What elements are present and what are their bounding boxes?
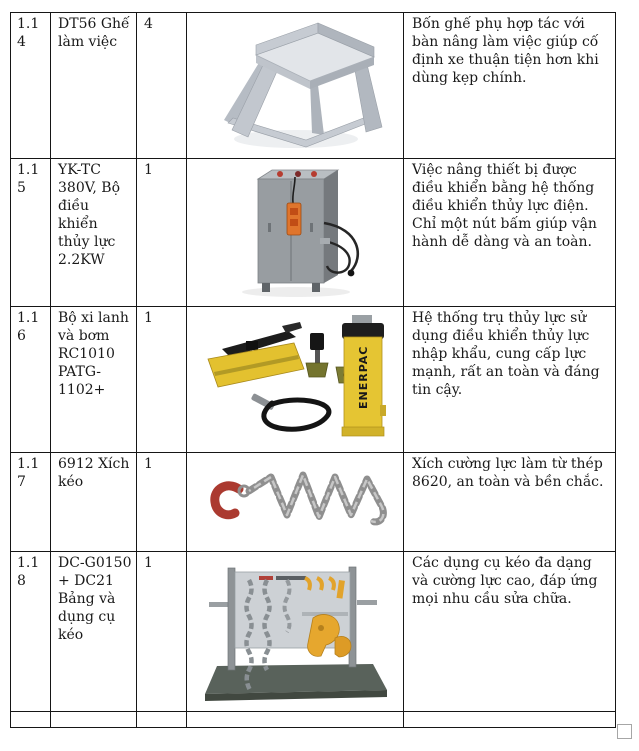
cell-no-1-18: 1.18 (11, 552, 51, 712)
pulling-tool-board-image (201, 554, 389, 711)
cell-qty-1-14: 4 (137, 13, 187, 159)
cell-desc-1-14: Bốn ghế phụ hợp tác với bàn nâng làm việc giúp cố định xe thuận tiện hơn khi dùng kẹp chính. (404, 13, 616, 159)
cell-qty-1-17: 1 (137, 453, 187, 552)
hydraulic-cylinder-pump-set-image (194, 309, 396, 448)
cell-no-1-15: 1.15 (11, 159, 51, 307)
work-stand-image (206, 15, 384, 158)
table-row (11, 307, 616, 453)
cell-image-1-15 (187, 159, 404, 307)
cell-name-1-18: DC-G0150 + DC21 Bảng và dụng cụ kéo (51, 552, 137, 712)
cell-name-1-14: DT56 Ghế làm việc (51, 13, 137, 159)
table-resize-handle[interactable] (617, 724, 632, 739)
cell-image-1-18 (187, 552, 404, 712)
cell-qty-1-15: 1 (137, 159, 187, 307)
cell-qty-empty (137, 712, 187, 728)
cell-image-1-16 (187, 307, 404, 453)
table-row (11, 453, 616, 552)
table-row (11, 13, 616, 159)
cell-name-empty (51, 712, 137, 728)
cell-qty-1-18: 1 (137, 552, 187, 712)
cell-image-1-14 (187, 13, 404, 159)
table-row (11, 552, 616, 712)
pulling-chain-image (191, 455, 399, 550)
cell-name-1-17: 6912 Xích kéo (51, 453, 137, 552)
cell-desc-1-15: Việc nâng thiết bị được điều khiển bằng hệ thống điều khiển thủy lực điện. Chỉ một nút bấm giúp vận hành dễ dàng và an toàn. (404, 159, 616, 307)
cell-desc-1-16: Hệ thống trụ thủy lực sử dụng điều khiển thủy lực nhập khẩu, cung cấp lực mạnh, rất an toàn và đáng tin cậy. (404, 307, 616, 453)
cell-no-1-17: 1.17 (11, 453, 51, 552)
cell-no-1-16: 1.16 (11, 307, 51, 453)
table-row (11, 159, 616, 307)
cell-desc-empty (404, 712, 616, 728)
cell-image-1-17 (187, 453, 404, 552)
cell-qty-1-16: 1 (137, 307, 187, 453)
table-row-empty (11, 712, 616, 728)
cell-desc-1-18: Các dụng cụ kéo đa dạng và cường lực cao, đáp ứng mọi nhu cầu sửa chữa. (404, 552, 616, 712)
cell-name-1-16: Bộ xi lanh và bơm RC1010 PATG-1102+ (51, 307, 137, 453)
cell-no-1-14: 1.14 (11, 13, 51, 159)
svg-text:ENERPAC: ENERPAC (357, 345, 370, 409)
cell-image-empty (187, 712, 404, 728)
hydraulic-control-cabinet-image (210, 161, 380, 306)
cell-no-empty (11, 712, 51, 728)
cell-desc-1-17: Xích cường lực làm từ thép 8620, an toàn và bền chắc. (404, 453, 616, 552)
cell-name-1-15: YK-TC 380V, Bộ điều khiển thủy lực 2.2KW (51, 159, 137, 307)
equipment-spec-table (10, 12, 616, 728)
